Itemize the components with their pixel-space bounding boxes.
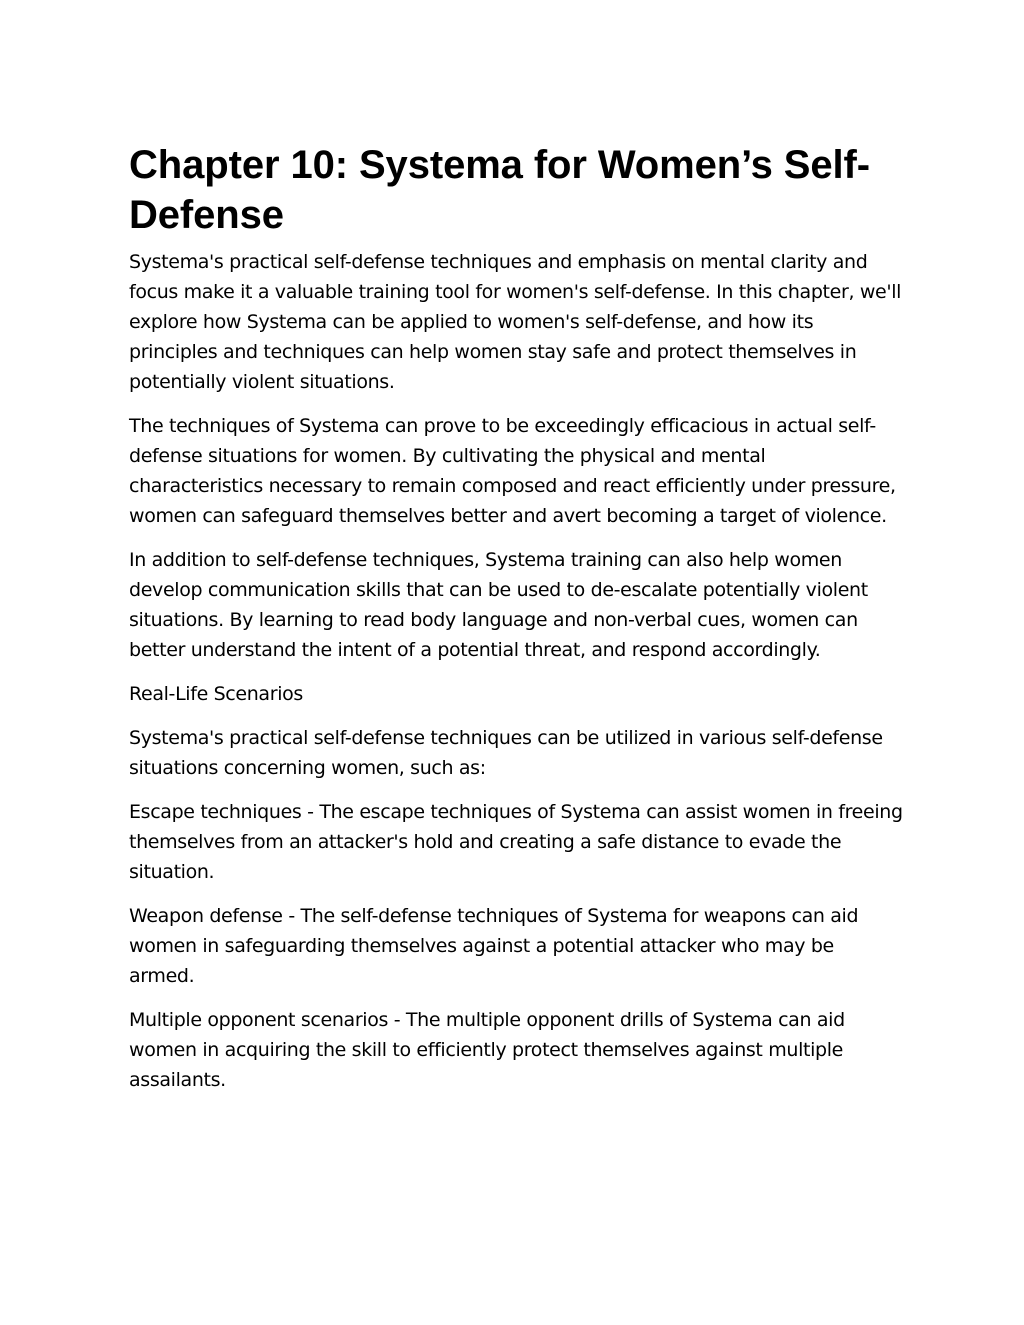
multiple-opponent-paragraph: Multiple opponent scenarios - The multiple opponent drills of Systema can aid women in acquiring the skill to efficiently protect themselves against multiple assailants. <box>129 1009 845 1091</box>
intro-paragraph: Systema's practical self-defense techniques and emphasis on mental clarity and focus make it a valuable training tool for women's self-defense. In this chapter, we'll explore how Systema can be applied to women's self-defense, and how its principles and techniques can help women stay safe and protect themselves in potentially violent situations. <box>129 251 902 393</box>
document-page <box>129 140 904 1109</box>
chapter-title: Chapter 10: Systema for Women’s Self-Defense <box>129 143 870 237</box>
section-heading-real-life-scenarios: Real-Life Scenarios <box>129 683 303 705</box>
communication-paragraph: In addition to self-defense techniques, Systema training can also help women develop communication skills that can be used to de-escalate potentially violent situations. By learning to read body language and non-verbal cues, women can better understand the intent of a potential threat, and respond accordingly. <box>129 549 868 661</box>
scenarios-intro-paragraph: Systema's practical self-defense techniques can be utilized in various self-defense situations concerning women, such as: <box>129 727 883 779</box>
effectiveness-paragraph: The techniques of Systema can prove to be exceedingly efficacious in actual self-defense situations for women. By cultivating the physical and mental characteristics necessary to remain composed and react efficiently under pressure, women can safeguard themselves better and avert becoming a target of violence. <box>129 415 896 527</box>
escape-techniques-paragraph: Escape techniques - The escape techniques of Systema can assist women in freeing themselves from an attacker's hold and creating a safe distance to evade the situation. <box>129 801 903 883</box>
weapon-defense-paragraph: Weapon defense - The self-defense techniques of Systema for weapons can aid women in safeguarding themselves against a potential attacker who may be armed. <box>129 905 859 987</box>
